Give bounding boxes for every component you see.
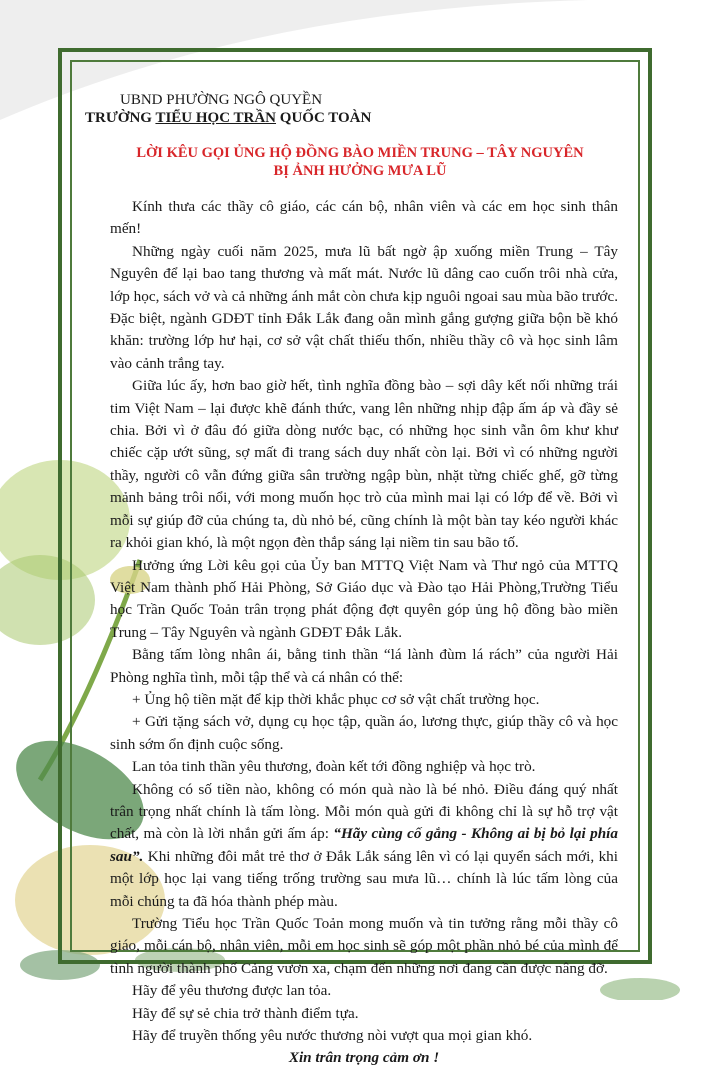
org-line-1: UBND PHƯỜNG NGÔ QUYỀN xyxy=(120,92,323,108)
org-line-2 xyxy=(85,110,371,127)
title-line-1: LỜI KÊU GỌI ỦNG HỘ ĐỒNG BÀO MIỀN TRUNG – TÂY NGUYÊN xyxy=(136,145,584,161)
document-title xyxy=(80,144,640,180)
greeting: Kính thưa các thầy cô giáo, các cán bộ, nhân viên và các em học sinh thân mến! xyxy=(110,198,618,238)
title-line-2: BỊ ẢNH HƯỞNG MƯA LŨ xyxy=(273,163,447,179)
org-line-2-post: QUỐC TOÀN xyxy=(276,110,372,126)
paragraph: Những ngày cuối năm 2025, mưa lũ bất ngờ ập xuống miền Trung – Tây Nguyên để lại bao tang thương và mất mát. Nước lũ dâng cao cuốn trôi nhà cửa, lớp học, sách vở và cả những ánh mắt còn chưa kịp nguôi ngoai sau mùa bão trước. Đặc biệt, ngành GDĐT tỉnh Đắk Lắk đang oằn mình gắng gượng giữa bộn bề khó khăn: trường lớp hư hại, cơ sở vật chất thiếu thốn, nhiều thầy cô và học sinh lâm vào cảnh trắng tay. xyxy=(110,242,618,372)
paragraph: Giữa lúc ấy, hơn bao giờ hết, tình nghĩa đồng bào – sợi dây kết nối những trái tim Việt Nam – lại được khẽ đánh thức, vang lên những nhịp đập ấm áp và đầy sẻ chia. Bởi vì ở đâu đó giữa dòng nước bạc, có những học sinh vẫn ôm khư khư chiếc cặp ướt sũng, sợ mất đi trang sách duy nhất còn lại. Bởi vì có những người thầy, người cô vẫn đứng giữa sân trường ngập bùn, nhặt từng chiếc ghế, gỡ từng mảnh bảng trôi nổi, với mong muốn học trò của mình mai lại có lớp để về. Bởi vì mỗi sự giúp đỡ của chúng ta, dù nhỏ bé, cũng chính là một bàn tay kéo người khác ra khỏi gian khó, là một ngọn đèn thắp sáng lại niềm tin sau bão tố. xyxy=(110,377,618,552)
p9-post: Khi những đôi mắt trẻ thơ ở Đắk Lắk sáng lên vì có lại quyển sách mới, khi một lớp học lại vang tiếng trống trường sau mưa lũ… chính là lúc tấm lòng của mỗi chúng ta đã hóa thành phép màu. xyxy=(110,847,618,910)
list-item: + Gửi tặng sách vở, dụng cụ học tập, quần áo, lương thực, giúp thầy cô và học sinh sớm ổn định cuộc sống. xyxy=(110,713,618,753)
document-body xyxy=(110,196,618,1070)
slogan-quote: “Hãy cùng cố gắng - Không ai bị bỏ lại phía sau”. xyxy=(110,825,618,865)
paragraph: Hãy để truyền thống yêu nước thương nòi vượt qua mọi gian khó. xyxy=(132,1027,533,1045)
paragraph xyxy=(110,779,618,913)
paragraph: Hãy để sự sẻ chia trở thành điểm tựa. xyxy=(132,1004,359,1022)
paragraph: Bằng tấm lòng nhân ái, bằng tinh thần “lá lành đùm lá rách” của người Hải Phòng nghĩa tình, mỗi tập thể và cá nhân có thể: xyxy=(110,646,618,686)
closing: Xin trân trọng cảm ơn ! xyxy=(288,1049,440,1067)
list-item: + Ủng hộ tiền mặt để kịp thời khắc phục cơ sở vật chất trường học. xyxy=(132,690,540,708)
org-line-2-pre: TRƯỜNG xyxy=(85,110,156,126)
paragraph: Trường Tiểu học Trần Quốc Toản mong muốn và tin tưởng rằng mỗi thầy cô giáo, mỗi cán bộ, nhân viên, mỗi em học sinh sẽ góp một phần nhỏ bé của mình để tình người thành phố Cảng vươn xa, chạm đến những nơi đang cần được nâng đỡ. xyxy=(110,915,618,977)
paragraph: Lan tỏa tinh thần yêu thương, đoàn kết tới đồng nghiệp và học trò. xyxy=(132,758,536,776)
paragraph: Hãy để yêu thương được lan tỏa. xyxy=(132,982,332,1000)
org-line-2-underlined: TIỂU HỌC TRẦN xyxy=(155,110,277,126)
paragraph: Hưởng ứng Lời kêu gọi của Ủy ban MTTQ Việt Nam và Thư ngỏ của MTTQ Việt Nam thành phố Hải Phòng, Sở Giáo dục và Đào tạo Hải Phòng,Trường Tiểu học Trần Quốc Toản trân trọng phát động đợt quyên góp ủng hộ đồng bào miền Trung – Tây Nguyên và ngành GDĐT Đắk Lắk. xyxy=(110,556,618,641)
p9-pre: Không có số tiền nào, không có món quà nào là bé nhỏ. Điều đáng quý nhất trân trọng nhất chính là tấm lòng. Mỗi món quà gửi đi không chỉ là sự hỗ trợ vật chất, mà còn là lời nhắn gửi ấm áp: xyxy=(110,780,618,843)
